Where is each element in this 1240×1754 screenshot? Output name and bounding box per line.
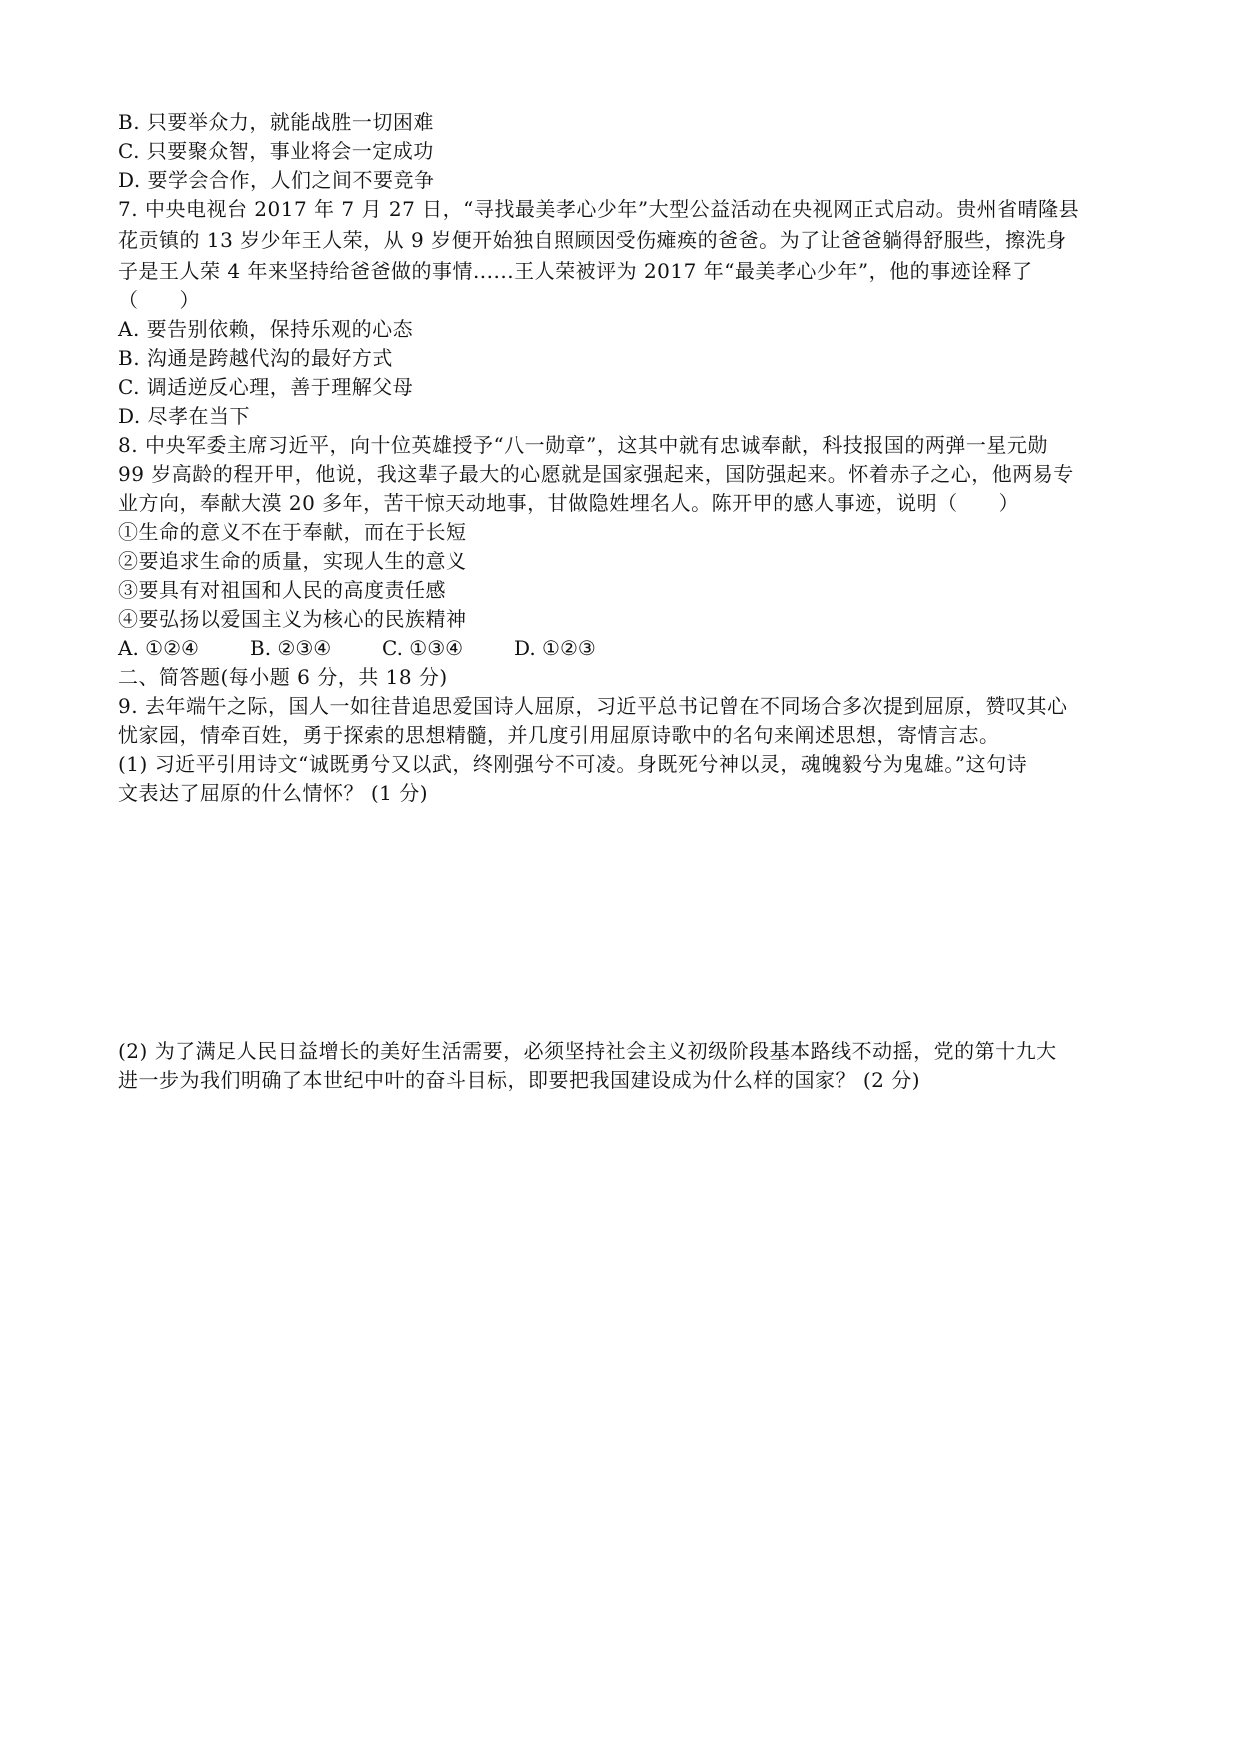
q7-option-a: A. 要告别依赖，保持乐观的心态 (118, 317, 414, 341)
q7-stem-line-1: 7. 中央电视台 2017 年 7 月 27 日，“寻找最美孝心少年”大型公益活动在央视网正式启动。贵州省晴隆县 (118, 197, 1080, 221)
q8-item-2: ②要追求生命的质量，实现人生的意义 (118, 549, 467, 573)
q7-option-c: C. 调适逆反心理，善于理解父母 (118, 375, 414, 399)
q8-option-a: A. ①②④ (118, 636, 199, 660)
q7-stem-line-2: 花贡镇的 13 岁少年王人荣，从 9 岁便开始独自照顾因受伤瘫痪的爸爸。为了让爸爸躺得舒服些，擦洗身 (118, 228, 1067, 252)
q7-answer-parentheses: （ ） (118, 288, 200, 312)
q6-option-c: C. 只要聚众智，事业将会一定成功 (118, 139, 434, 163)
q9-sub1-line-2: 文表达了屈原的什么情怀？ (1 分) (118, 781, 429, 805)
q9-sub2-line-2: 进一步为我们明确了本世纪中叶的奋斗目标，即要把我国建设成为什么样的国家？ (2 分) (118, 1068, 921, 1092)
q7-option-d: D. 尽孝在当下 (118, 404, 251, 428)
section-heading: 二、简答题(每小题 6 分，共 18 分) (118, 665, 448, 689)
q9-sub2-answer-space (118, 1100, 1122, 1660)
q9-sub1-line-1: (1) 习近平引用诗文“诚既勇兮又以武，终刚强兮不可凌。身既死兮神以灵，魂魄毅兮为鬼雄。”这句诗 (118, 752, 1028, 776)
q9-stem-line-1: 9. 去年端午之际，国人一如往昔追思爱国诗人屈原，习近平总书记曾在不同场合多次提到屈原，赞叹其心 (118, 694, 1068, 718)
q8-stem-line-2: 99 岁高龄的程开甲，他说，我这辈子最大的心愿就是国家强起来，国防强起来。怀着赤子之心，他两易专 (118, 462, 1074, 486)
q8-option-b: B. ②③④ (250, 636, 332, 660)
q8-stem-line-3: 业方向，奉献大漠 20 多年，苦干惊天动地事，甘做隐姓埋名人。陈开甲的感人事迹，说明（ ） (118, 491, 1020, 515)
q9-stem-line-2: 忧家园，情牵百姓，勇于探索的思想精髓，并几度引用屈原诗歌中的名句来阐述思想，寄情言志。 (118, 723, 1000, 747)
q8-item-1: ①生命的意义不在于奉献，而在于长短 (118, 520, 467, 544)
q9-sub2-line-1: (2) 为了满足人民日益增长的美好生活需要，必须坚持社会主义初级阶段基本路线不动摇，党的第十九大 (118, 1039, 1057, 1063)
q7-option-b: B. 沟通是跨越代沟的最好方式 (118, 346, 393, 370)
q7-stem-line-3: 子是王人荣 4 年来坚持给爸爸做的事情......王人荣被评为 2017 年“最美孝心少年”，他的事迹诠释了 (118, 259, 1033, 283)
q8-options-row (118, 634, 596, 662)
q6-option-b: B. 只要举众力，就能战胜一切困难 (118, 110, 434, 134)
q8-item-4: ④要弘扬以爱国主义为核心的民族精神 (118, 607, 467, 631)
q8-option-d: D. ①②③ (514, 636, 596, 660)
q6-option-d: D. 要学会合作，人们之间不要竞争 (118, 168, 435, 192)
q9-sub1-answer-space (118, 812, 1122, 1034)
q8-option-c: C. ①③④ (382, 636, 464, 660)
q8-item-3: ③要具有对祖国和人民的高度责任感 (118, 578, 446, 602)
q8-stem-line-1: 8. 中央军委主席习近平，向十位英雄授予“八一勋章”，这其中就有忠诚奉献，科技报国的两弹一星元勋 (118, 433, 1048, 457)
